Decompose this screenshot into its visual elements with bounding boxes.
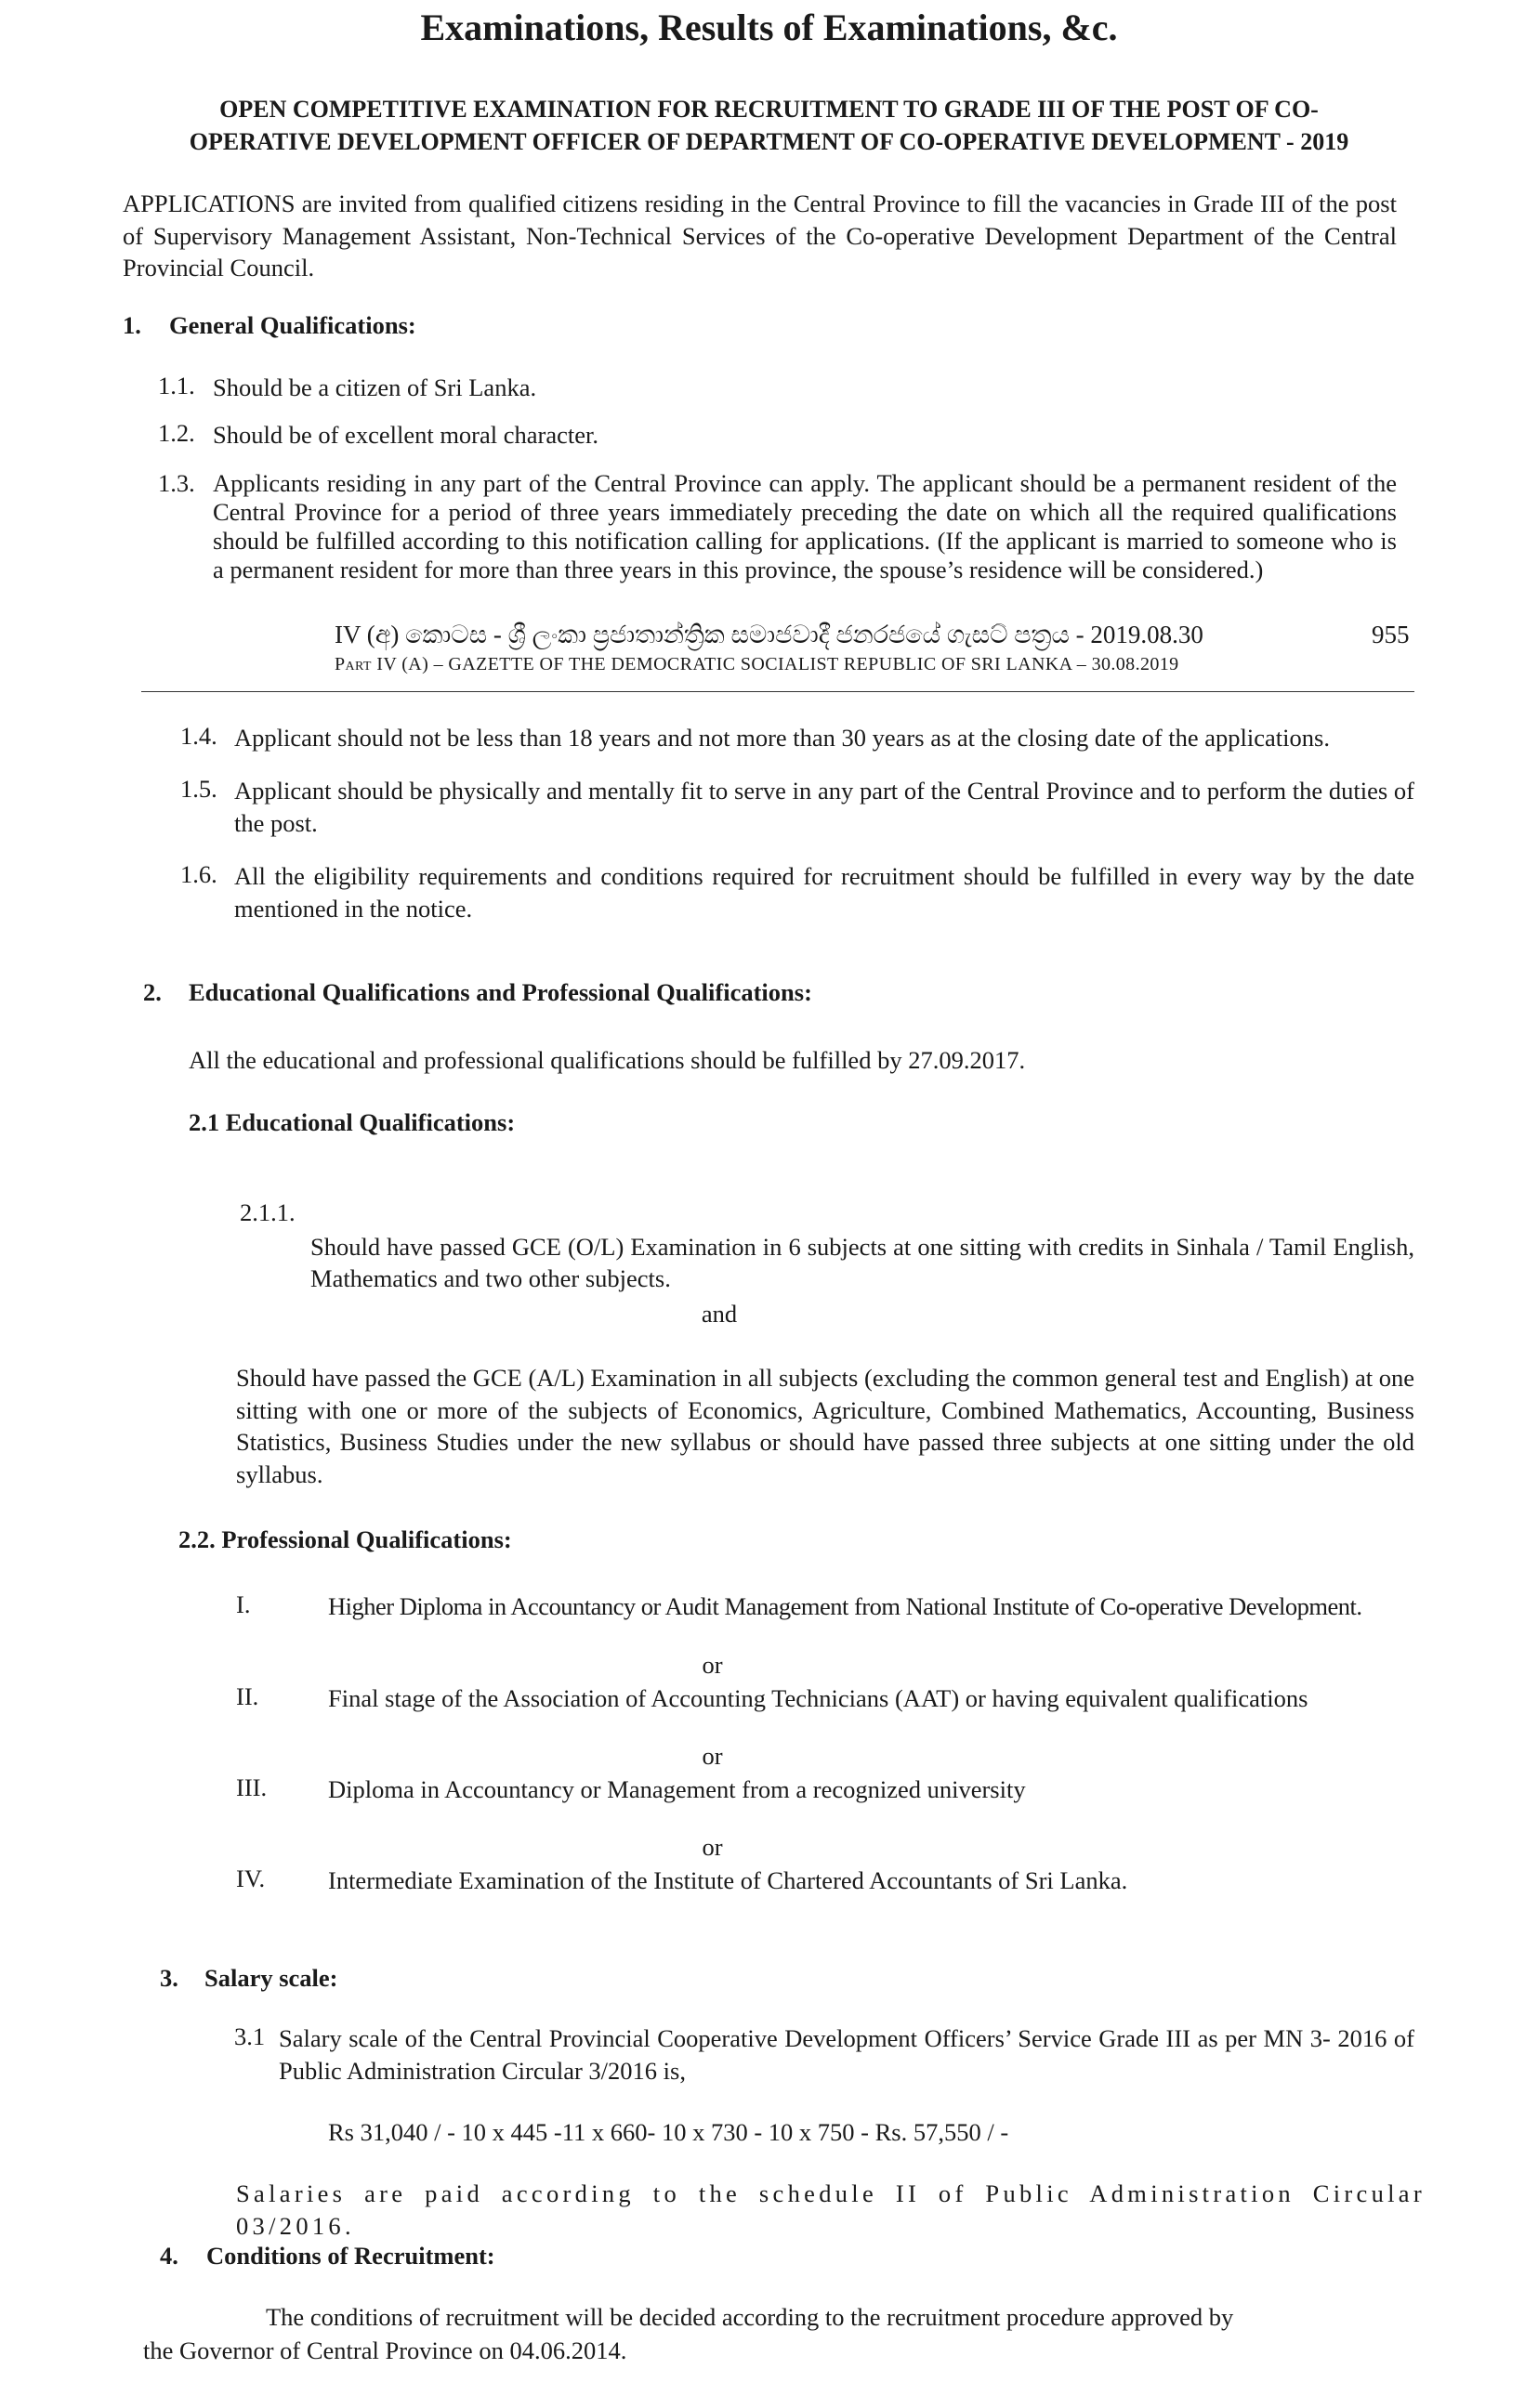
prof-item-3-number: III. bbox=[236, 1773, 268, 1801]
item-1-1-number: 1.1. bbox=[158, 372, 195, 399]
item-1-3-text: Applicants residing in any part of the Central Province can apply. The applicant should be a permanent resident of the Central Province for a period of three years immediately preceding the date on which all the required qualifications should be fulfilled according to this notification calling for applications. (If the applicant is married to someone who is a permanent resident for more than three years in this province, the spouse’s residence will be considered.) bbox=[213, 469, 1397, 583]
item-1-2-number: 1.2. bbox=[158, 419, 195, 447]
or-connector-3: or bbox=[702, 1833, 723, 1861]
s1-number: 1. bbox=[123, 311, 141, 339]
item-1-5-number: 1.5. bbox=[180, 775, 217, 803]
or-connector-2: or bbox=[702, 1742, 723, 1770]
gazette-header-sinhala: IV (අ) කොටස - ශ්‍රී ලංකා ප්‍රජාතාන්ත්‍රික සමාජවාදී ජනරජයේ ගැසට් පත්‍රය - 2019.08.30 bbox=[335, 621, 1203, 648]
or-connector-1: or bbox=[702, 1651, 723, 1679]
gazette-header-english: Part IV (A) – GAZETTE OF THE DEMOCRATIC SOCIALIST REPUBLIC OF SRI LANKA – 30.08.2019 bbox=[335, 654, 1179, 674]
s4-number: 4. bbox=[160, 2242, 178, 2270]
item-1-4-number: 1.4. bbox=[180, 722, 217, 750]
prof-item-1-text: Higher Diploma in Accountancy or Audit Management from National Institute of Co-operative Development. bbox=[328, 1592, 1362, 1620]
s1-heading: General Qualifications: bbox=[169, 311, 416, 339]
salary-note: Salaries are paid according to the schedule II of Public Administration Circular 03/2016. bbox=[236, 2179, 1426, 2240]
s3-number: 3. bbox=[160, 1964, 178, 1992]
and-connector: and bbox=[701, 1300, 738, 1328]
section-title: Examinations, Results of Examinations, &c. bbox=[420, 7, 1118, 48]
notice-title-line-2: OPERATIVE DEVELOPMENT OFFICER OF DEPARTMENT OF CO-OPERATIVE DEVELOPMENT - 2019 bbox=[189, 128, 1349, 155]
item-2-1-1-number: 2.1.1. bbox=[240, 1198, 296, 1226]
item-1-6-text: All the eligibility requirements and conditions required for recruitment should be fulfilled in every way by the date mentioned in the notice. bbox=[234, 862, 1414, 923]
s2-2-heading: 2.2. Professional Qualifications: bbox=[178, 1525, 512, 1553]
intro-paragraph: APPLICATIONS are invited from qualified citizens residing in the Central Province to fill the vacancies in Grade III of the post of Supervisory Management Assistant, Non-Technical Services of the Co-operative Development Department of the Central Provincial Council. bbox=[123, 190, 1397, 281]
s4-text-line-1: The conditions of recruitment will be decided according to the recruitment procedure approved by bbox=[266, 2303, 1234, 2331]
page-number: 955 bbox=[1372, 621, 1410, 648]
salary-scale: Rs 31,040 / - 10 x 445 -11 x 660- 10 x 730 - 10 x 750 - Rs. 57,550 / - bbox=[328, 2118, 1009, 2146]
item-1-2-text: Should be of excellent moral character. bbox=[213, 421, 598, 449]
item-1-1-text: Should be a citizen of Sri Lanka. bbox=[213, 373, 537, 401]
s4-text-line-2: the Governor of Central Province on 04.06.2014. bbox=[143, 2336, 627, 2364]
prof-item-2-number: II. bbox=[236, 1682, 259, 1710]
s2-heading: Educational Qualifications and Professional Qualifications: bbox=[189, 978, 812, 1006]
item-1-6-number: 1.6. bbox=[180, 860, 217, 888]
s2-intro: All the educational and professional qualifications should be fulfilled by 27.09.2017. bbox=[189, 1046, 1026, 1074]
item-1-5-text: Applicant should be physically and mentally fit to serve in any part of the Central Province and to perform the duties of the post. bbox=[234, 777, 1414, 837]
notice-title bbox=[121, 93, 1417, 158]
item-2-1-1-text bbox=[236, 1198, 1414, 1295]
prof-item-3-text: Diploma in Accountancy or Management from a recognized university bbox=[328, 1775, 1026, 1803]
s4-heading: Conditions of Recruitment: bbox=[206, 2242, 495, 2270]
al-paragraph: Should have passed the GCE (A/L) Examination in all subjects (excluding the common general test and English) at one sitting with one or more of the subjects of Economics, Agriculture, Combined Mathematics, Accounting, Business Statistics, Business Studies under the new syllabus or should have passed three subjects at one sitting under the old syllabus. bbox=[236, 1364, 1414, 1488]
item-3-1-number: 3.1 bbox=[234, 2022, 266, 2050]
s2-number: 2. bbox=[143, 978, 162, 1006]
item-3-1-text: Salary scale of the Central Provincial Cooperative Development Officers’ Service Grade III as per MN 3- 2016 of Public Administration Circular 3/2016 is, bbox=[279, 2024, 1414, 2085]
prof-item-2-text: Final stage of the Association of Accounting Technicians (AAT) or having equivalent qualifications bbox=[328, 1684, 1308, 1712]
item-2-1-1-content: Should have passed GCE (O/L) Examination in 6 subjects at one sitting with credits in Sinhala / Tamil English, Mathematics and two other subjects. bbox=[310, 1232, 1414, 1292]
prof-item-1-number: I. bbox=[236, 1590, 251, 1618]
item-1-3-number: 1.3. bbox=[158, 469, 195, 497]
s3-heading: Salary scale: bbox=[204, 1964, 338, 1992]
notice-title-line-1: OPEN COMPETITIVE EXAMINATION FOR RECRUITMENT TO GRADE III OF THE POST OF CO- bbox=[219, 96, 1319, 123]
item-1-4-text: Applicant should not be less than 18 years and not more than 30 years as at the closing date of the applications. bbox=[234, 724, 1330, 752]
header-divider bbox=[141, 691, 1414, 692]
s2-1-heading: 2.1 Educational Qualifications: bbox=[189, 1108, 516, 1136]
prof-item-4-number: IV. bbox=[236, 1865, 266, 1892]
prof-item-4-text: Intermediate Examination of the Institute of Chartered Accountants of Sri Lanka. bbox=[328, 1866, 1128, 1894]
